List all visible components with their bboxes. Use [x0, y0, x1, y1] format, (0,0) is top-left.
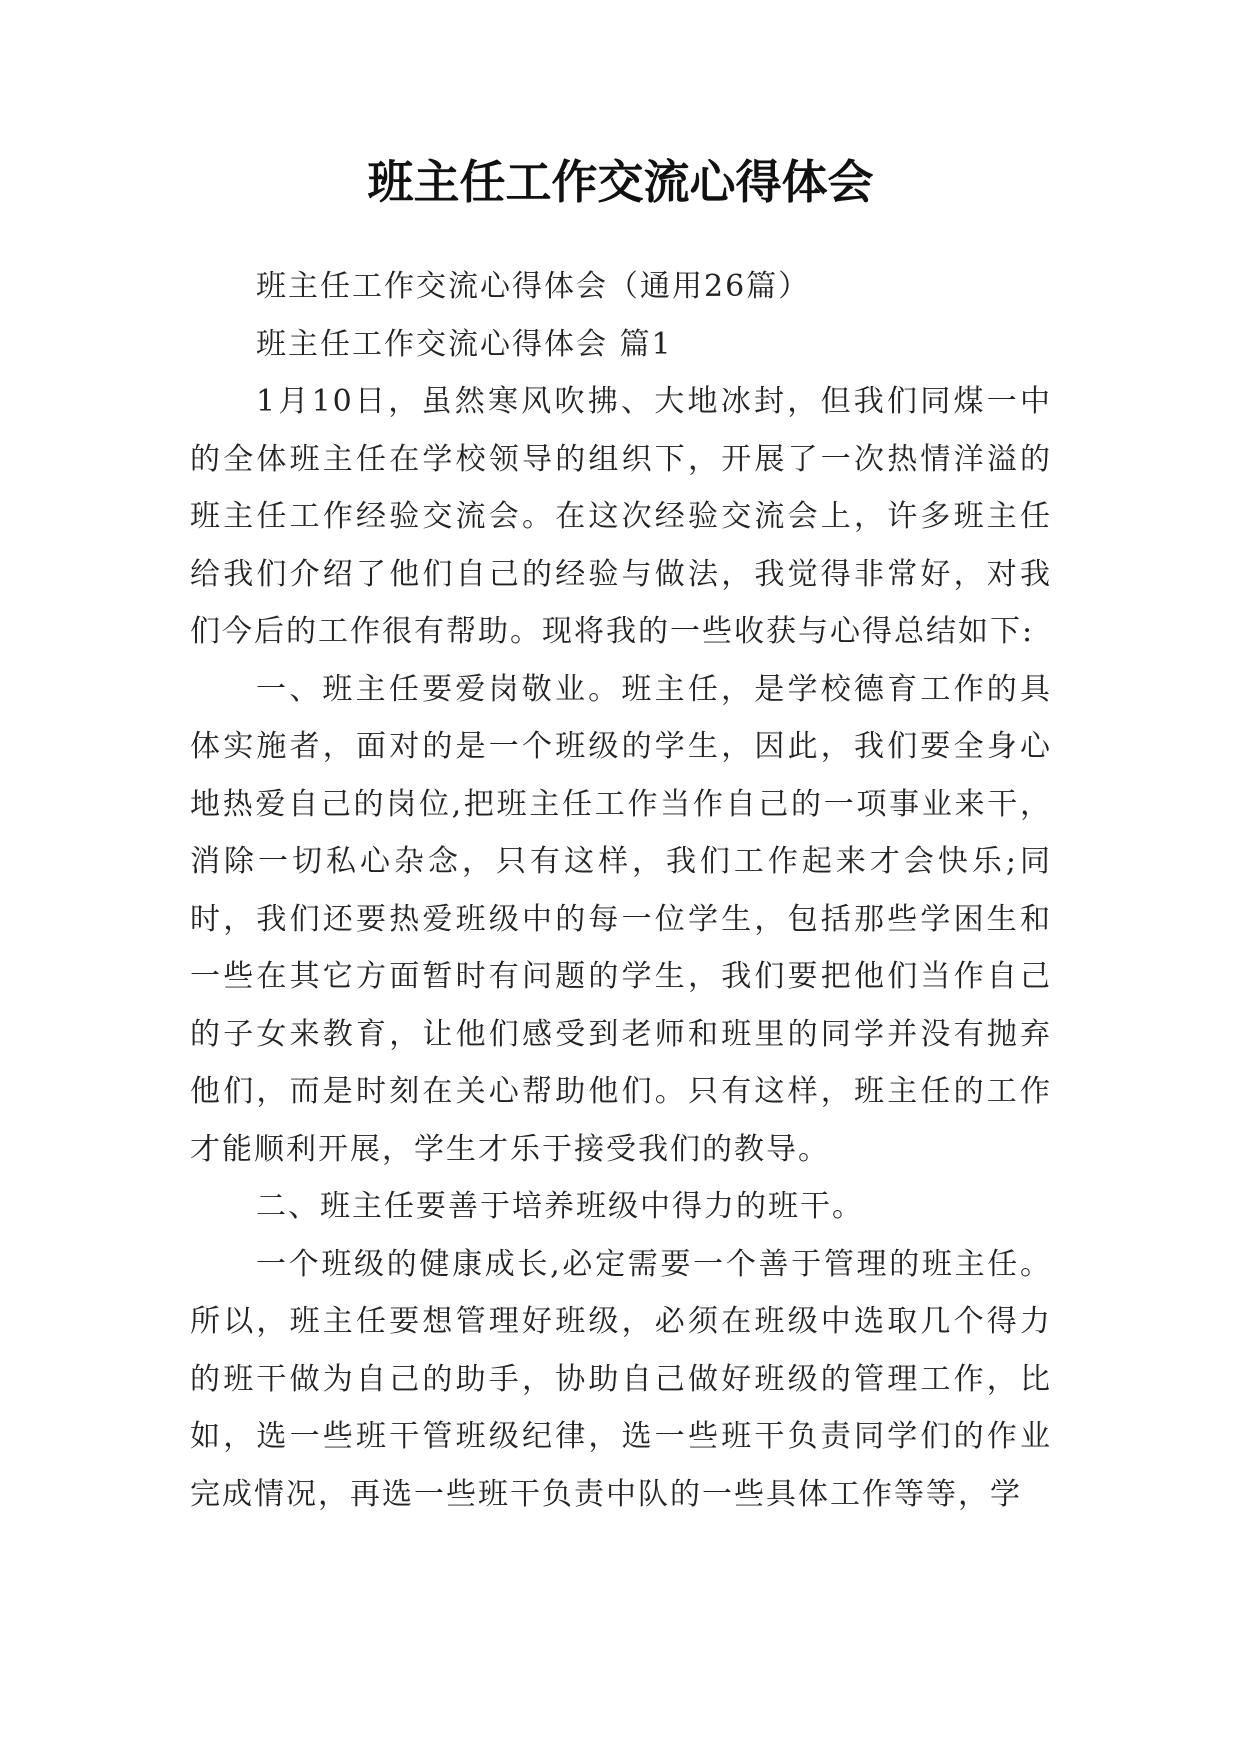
paragraph: 一个班级的健康成长,必定需要一个善于管理的班主任。所以，班主任要想管理好班级，必须在班级中选取几个得力的班干做为自己的助手，协助自己做好班级的管理工作，比如，选一些班干管班级纪律，选一些班干负责同学们的作业完成情况，再选一些班干负责中队的一些具体工作等等，学	[190, 1246, 1052, 1512]
paragraph-section-heading: 班主任工作交流心得体会 篇1	[256, 326, 673, 362]
document-title: 班主任工作交流心得体会	[367, 155, 874, 209]
paragraph: 二、班主任要善于培养班级中得力的班干。	[256, 1189, 864, 1224]
paragraph: 一、班主任要爱岗敬业。班主任，是学校德育工作的具体实施者，面对的是一个班级的学生，因此，我们要全身心地热爱自己的岗位,把班主任工作当作自己的一项事业来干，消除一切私心杂念，只有这样，我们工作起来才会快乐;同时，我们还要热爱班级中的每一位学生，包括那些学困生和一些在其它方面暂时有问题的学生，我们要把他们当作自己的子女来教育，让他们感受到老师和班里的同学并没有抛弃他们，而是时刻在关心帮助他们。只有这样，班主任的工作才能顺利开展，学生才乐于接受我们的教导。	[190, 671, 1052, 1167]
paragraph: 1月10日，虽然寒风吹拂、大地冰封，但我们同煤一中的全体班主任在学校领导的组织下，开展了一次热情洋溢的班主任工作经验交流会。在这次经验交流会上，许多班主任给我们介绍了他们自己的经验与做法，我觉得非常好，对我们今后的工作很有帮助。现将我的一些收获与心得总结如下:	[190, 384, 1052, 649]
paragraph-subtitle: 班主任工作交流心得体会（通用26篇）	[256, 269, 811, 304]
document-body	[190, 258, 1052, 1523]
